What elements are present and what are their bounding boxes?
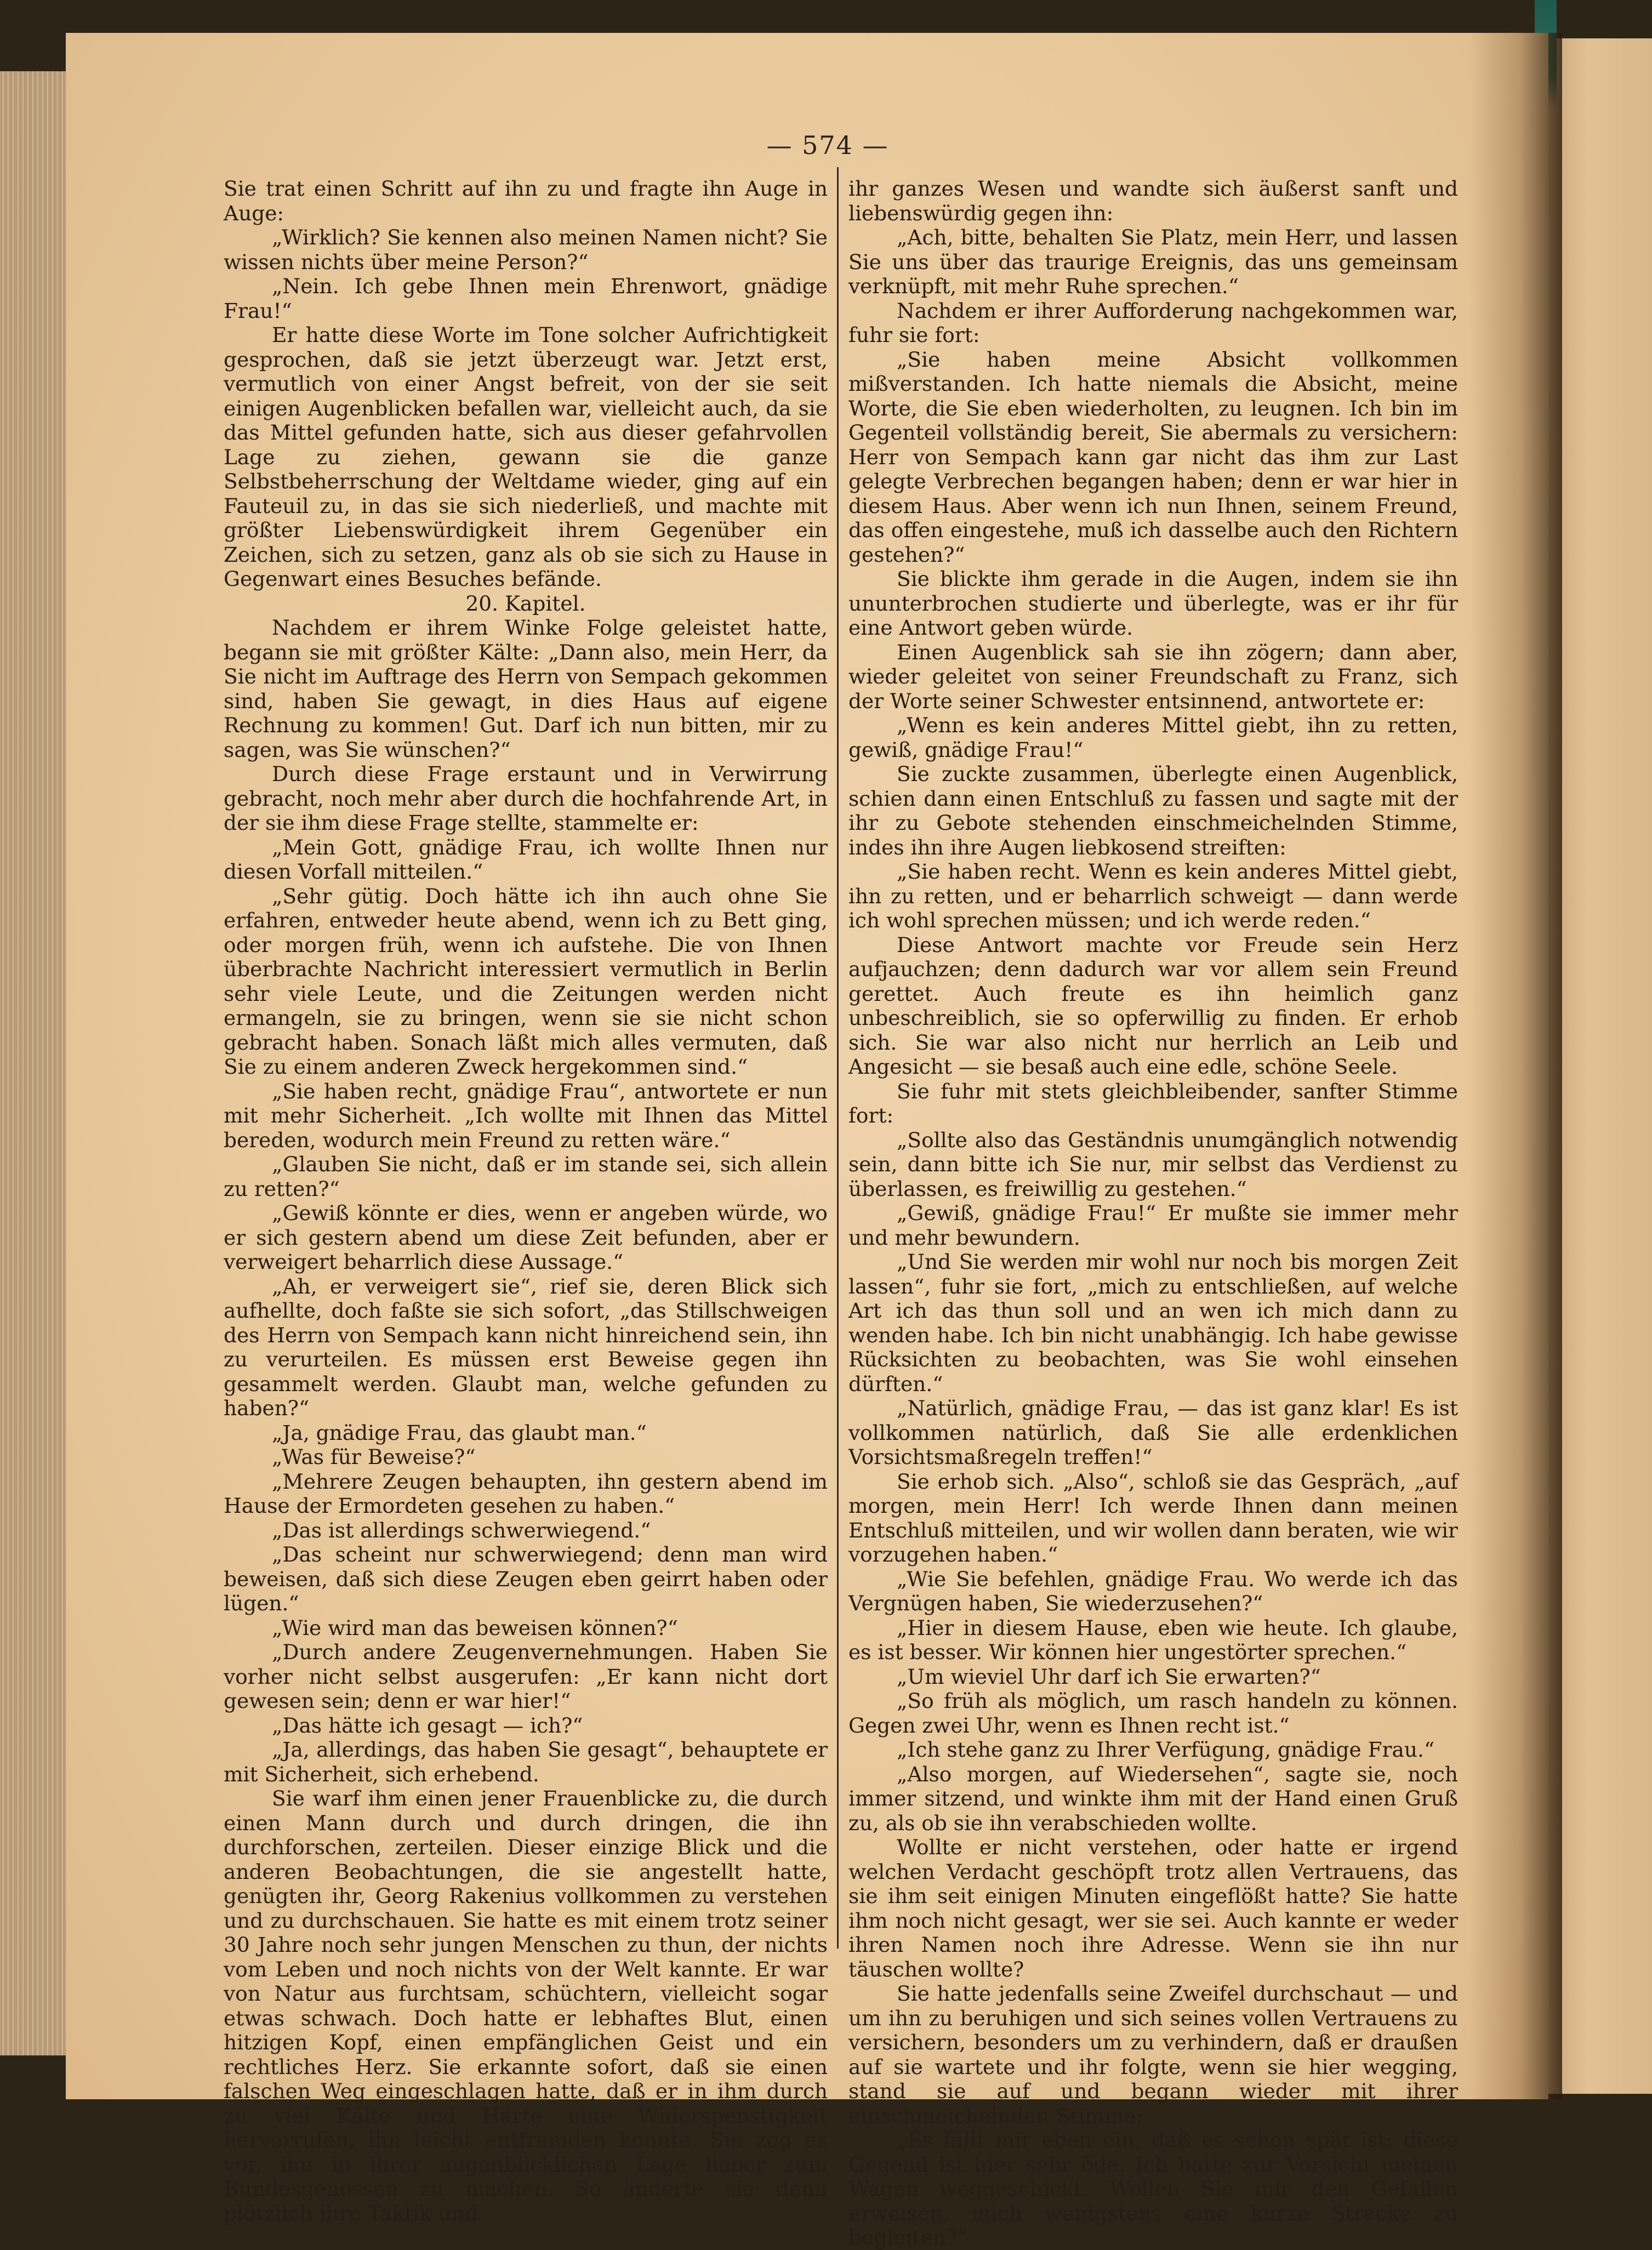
paragraph: „Und Sie werden mir wohl nur noch bis morgen Zeit lassen“, fuhr sie fort, „mich zu entschließen, auf welche Art ich das thun soll und an wen ich mich dann zu wenden habe. Ich bin nicht unabhängig. Ich habe gewisse Rücksichten zu beobachten, was Sie wohl einsehen dürften.“ <box>848 1250 1458 1396</box>
paragraph: „Wie Sie befehlen, gnädige Frau. Wo werde ich das Vergnügen haben, Sie wiederzusehen?“ <box>848 1567 1458 1615</box>
paragraph: Sie blickte ihm gerade in die Augen, indem sie ihn ununterbrochen studierte und überlegte, was er ihr für eine Antwort geben würde. <box>848 567 1458 640</box>
paragraph: Sie erhob sich. „Also“, schloß sie das Gespräch, „auf morgen, mein Herr! Ich werde Ihnen dann meinen Entschluß mitteilen, und wir wollen dann beraten, wie wir vorzugehen haben.“ <box>848 1469 1458 1567</box>
paragraph: Wollte er nicht verstehen, oder hatte er irgend welchen Verdacht geschöpft trotz allen Vertrauens, das sie ihm seit einigen Minuten eingeflößt hatte? Sie hatte ihm noch nicht gesagt, wer sie sei. Auch kannte er weder ihren Namen noch ihre Adresse. Wenn sie ihn nur täuschen wollte? <box>848 1835 1458 1981</box>
paragraph: „Sie haben recht, gnädige Frau“, antwortete er nun mit mehr Sicherheit. „Ich wollte mit Ihnen das Mittel bereden, wodurch mein Freund zu retten wäre.“ <box>224 1079 828 1152</box>
paragraph: „Wenn es kein anderes Mittel giebt, ihn zu retten, gewiß, gnädige Frau!“ <box>848 713 1458 762</box>
paragraph: „Sehr gütig. Doch hätte ich ihn auch ohne Sie erfahren, entweder heute abend, wenn ich zu Bett ging, oder morgen früh, wenn ich aufstehe. Die von Ihnen überbrachte Nachricht interessiert vermutlich in Berlin sehr viele Leute, und die Zeitungen werden nicht ermangeln, sie zu bringen, wenn sie sie nicht schon gebracht haben. Sonach läßt mich alles vermuten, daß Sie zu einem anderen Zweck hergekommen sind.“ <box>224 884 828 1079</box>
paragraph: Er hatte diese Worte im Tone solcher Aufrichtigkeit gesprochen, daß sie jetzt überzeugt war. Jetzt erst, vermutlich von einer Angst befreit, von der sie seit einigen Augenblicken befallen war, vielleicht auch, da sie das Mittel gefunden hatte, sich aus dieser gefahrvollen Lage zu ziehen, gewann sie die ganze Selbstbeherrschung der Weltdame wieder, ging auf ein Fauteuil zu, in das sie sich niederließ, und machte mit größter Liebenswürdigkeit ihrem Gegenüber ein Zeichen, sich zu setzen, ganz als ob sie sich zu Hause in Gegenwart eines Besuches befände. <box>224 323 828 591</box>
paragraph: Nachdem er ihrem Winke Folge geleistet hatte, begann sie mit größter Kälte: „Dann also, mein Herr, da Sie nicht im Auftrage des Herrn von Sempach gekommen sind, haben Sie gewagt, in dies Haus auf eigene Rechnung zu kommen! Gut. Darf ich nun bitten, mir zu sagen, was Sie wünschen?“ <box>224 616 828 762</box>
paragraph: Sie fuhr mit stets gleichbleibender, sanfter Stimme fort: <box>848 1079 1458 1127</box>
column-divider <box>837 167 839 1949</box>
gutter-shadow <box>1469 33 1562 2099</box>
right-column <box>848 176 1458 2249</box>
paragraph: „Sie haben recht. Wenn es kein anderes Mittel giebt, ihn zu retten, und er beharrlich schweigt — dann werde ich wohl sprechen müssen; und ich werde reden.“ <box>848 859 1458 932</box>
paragraph: „Ja, allerdings, das haben Sie gesagt“, behauptete er mit Sicherheit, sich erhebend. <box>224 1738 828 1786</box>
paragraph: Nachdem er ihrer Aufforderung nachgekommen war, fuhr sie fort: <box>848 298 1458 347</box>
page-number: — 574 — <box>766 130 889 160</box>
paragraph: „Glauben Sie nicht, daß er im stande sei, sich allein zu retten?“ <box>224 1152 828 1201</box>
paragraph: „Hier in diesem Hause, eben wie heute. Ich glaube, es ist besser. Wir können hier ungestörter sprechen.“ <box>848 1615 1458 1664</box>
paragraph: „Natürlich, gnädige Frau, — das ist ganz klar! Es ist vollkommen natürlich, daß Sie alle erdenklichen Vorsichtsmaßregeln treffen!“ <box>848 1396 1458 1469</box>
paragraph: „Gewiß könnte er dies, wenn er angeben würde, wo er sich gestern abend um diese Zeit befunden, aber er verweigert beharrlich diese Aussage.“ <box>224 1201 828 1274</box>
paragraph: „Ach, bitte, behalten Sie Platz, mein Herr, und lassen Sie uns über das traurige Ereignis, das uns gemeinsam verknüpft, mit mehr Ruhe sprechen.“ <box>848 225 1458 298</box>
paragraph: „So früh als möglich, um rasch handeln zu können. Gegen zwei Uhr, wenn es Ihnen recht ist.“ <box>848 1689 1458 1738</box>
paragraph: „Ah, er verweigert sie“, rief sie, deren Blick sich aufhellte, doch faßte sie sich sofort, „das Stillschweigen des Herrn von Sempach kann nicht hinreichend sein, ihn zu verurteilen. Es müssen erst Beweise gegen ihn gesammelt werden. Glaubt man, welche gefunden zu haben?“ <box>224 1274 828 1420</box>
paragraph: „Wirklich? Sie kennen also meinen Namen nicht? Sie wissen nichts über meine Person?“ <box>224 225 828 274</box>
paragraph: ihr ganzes Wesen und wandte sich äußerst sanft und liebenswürdig gegen ihn: <box>848 176 1458 225</box>
paragraph: „Gewiß, gnädige Frau!“ Er mußte sie immer mehr und mehr bewundern. <box>848 1201 1458 1250</box>
paragraph: Durch diese Frage erstaunt und in Verwirrung gebracht, noch mehr aber durch die hochfahrende Art, in der sie ihm diese Frage stellte, stammelte er: <box>224 762 828 835</box>
paragraph: „Was für Beweise?“ <box>272 1445 476 1469</box>
paragraph: „Ich stehe ganz zu Ihrer Verfügung, gnädige Frau.“ <box>897 1738 1435 1762</box>
paragraph: „Es fällt mir eben ein, daß es schon spät ist; diese Gegend ist hier sehr öde. Ich hatte zur Vorsicht meinen Wagen weggeschickt. Wollen Sie mir den Gefallen erweisen, mich wenigstens eine kurze Strecke zu begleiten?“ <box>848 2128 1458 2249</box>
paragraph: „Das scheint nur schwerwiegend; denn man wird beweisen, daß sich diese Zeugen eben geirrt haben oder lügen.“ <box>224 1542 828 1615</box>
paragraph: „Ja, gnädige Frau, das glaubt man.“ <box>272 1420 647 1445</box>
paragraph: Einen Augenblick sah sie ihn zögern; dann aber, wieder geleitet von seiner Freundschaft zu Franz, sich der Worte seiner Schwester entsinnend, antwortete er: <box>848 640 1458 713</box>
paragraph: „Nein. Ich gebe Ihnen mein Ehrenwort, gnädige Frau!“ <box>224 274 828 323</box>
paragraph: „Also morgen, auf Wiedersehen“, sagte sie, noch immer sitzend, und winkte ihm mit der Hand einen Gruß zu, als ob sie ihn verabschieden wollte. <box>848 1762 1458 1835</box>
paragraph: Diese Antwort machte vor Freude sein Herz aufjauchzen; denn dadurch war vor allem sein Freund gerettet. Auch freute es ihn heimlich ganz unbeschreiblich, sie so opferwillig zu finden. Er erhob sich. Sie war also nicht nur herrlich an Leib und Angesicht — sie besaß auch eine edle, schöne Seele. <box>848 932 1458 1079</box>
left-column <box>224 176 828 2225</box>
paragraph: „Das hätte ich gesagt — ich?“ <box>272 1713 583 1738</box>
paragraph: „Sollte also das Geständnis unumgänglich notwendig sein, dann bitte ich Sie nur, mir selbst das Verdienst zu überlassen, es freiwillig zu gestehen.“ <box>848 1127 1458 1201</box>
paragraph: Sie zuckte zusammen, überlegte einen Augenblick, schien dann einen Entschluß zu fassen und sagte mit der ihr zu Gebote stehenden einschmeichelnden Stimme, indes ihn ihre Augen liebkosend streiften: <box>848 762 1458 859</box>
paragraph: Sie hatte jedenfalls seine Zweifel durchschaut — und um ihn zu beruhigen und sich seines vollen Vertrauens zu versichern, besonders um zu verhindern, daß er draußen auf sie wartete und ihr folgte, wenn sie hier wegging, stand sie auf und begann wieder mit ihrer einschmeichelnden Stimme: <box>848 1981 1458 2128</box>
paragraph: Sie warf ihm einen jener Frauenblicke zu, die durch einen Mann durch und durch dringen, die ihn durchforschen, zerteilen. Dieser einzige Blick und die anderen Beobachtungen, die sie angestellt hatte, genügten ihr, Georg Rakenius vollkommen zu verstehen und zu durchschauen. Sie hatte es mit einem trotz seiner 30 Jahre noch sehr jungen Menschen zu thun, der nichts vom Leben und noch nichts von der Welt kannte. Er war von Natur aus furchtsam, schüchtern, vielleicht sogar etwas schwach. Doch hatte er lebhaftes Blut, einen hitzigen Kopf, einen empfänglichen Geist und ein rechtliches Herz. Sie erkannte sofort, daß sie einen falschen Weg eingeschlagen hatte, daß er in ihm durch zu viel Kälte und Härte eine Widerspenstigkeit hervorrufen, ihn leicht entfremden konnte. Sie zog es vor, ihn in ihrer augenblicklichen Lage lieber zum Bundesgenossen zu machen. So änderte sie denn plötzlich ihre Taktik und <box>224 1786 828 2225</box>
paragraph: „Das ist allerdings schwerwiegend.“ <box>272 1518 651 1542</box>
paragraph: Sie trat einen Schritt auf ihn zu und fragte ihn Auge in Auge: <box>224 176 828 225</box>
page-edges <box>0 71 71 2055</box>
paragraph: „Mein Gott, gnädige Frau, ich wollte Ihnen nur diesen Vorfall mitteilen.“ <box>224 835 828 884</box>
paragraph: „Wie wird man das beweisen können?“ <box>272 1615 678 1640</box>
paragraph: „Mehrere Zeugen behaupten, ihn gestern abend im Hause der Ermordeten gesehen zu haben.“ <box>224 1469 828 1518</box>
paragraph: „Durch andere Zeugenvernehmungen. Haben Sie vorher nicht selbst ausgerufen: „Er kann nicht dort gewesen sein; denn er war hier!“ <box>224 1640 828 1713</box>
chapter-heading: 20. Kapitel. <box>465 591 586 616</box>
paragraph: „Sie haben meine Absicht vollkommen mißverstanden. Ich hatte niemals die Absicht, meine Worte, die Sie eben wiederholten, zu leugnen. Ich bin im Gegenteil vollständig bereit, Sie abermals zu versichern: Herr von Sempach kann gar nicht das ihm zur Last gelegte Verbrechen begangen haben; denn er war hier in diesem Haus. Aber wenn ich nun Ihnen, seinem Freund, das offen eingestehe, muß ich dasselbe auch den Richtern gestehen?“ <box>848 347 1458 567</box>
paragraph: „Um wieviel Uhr darf ich Sie erwarten?“ <box>897 1664 1321 1689</box>
